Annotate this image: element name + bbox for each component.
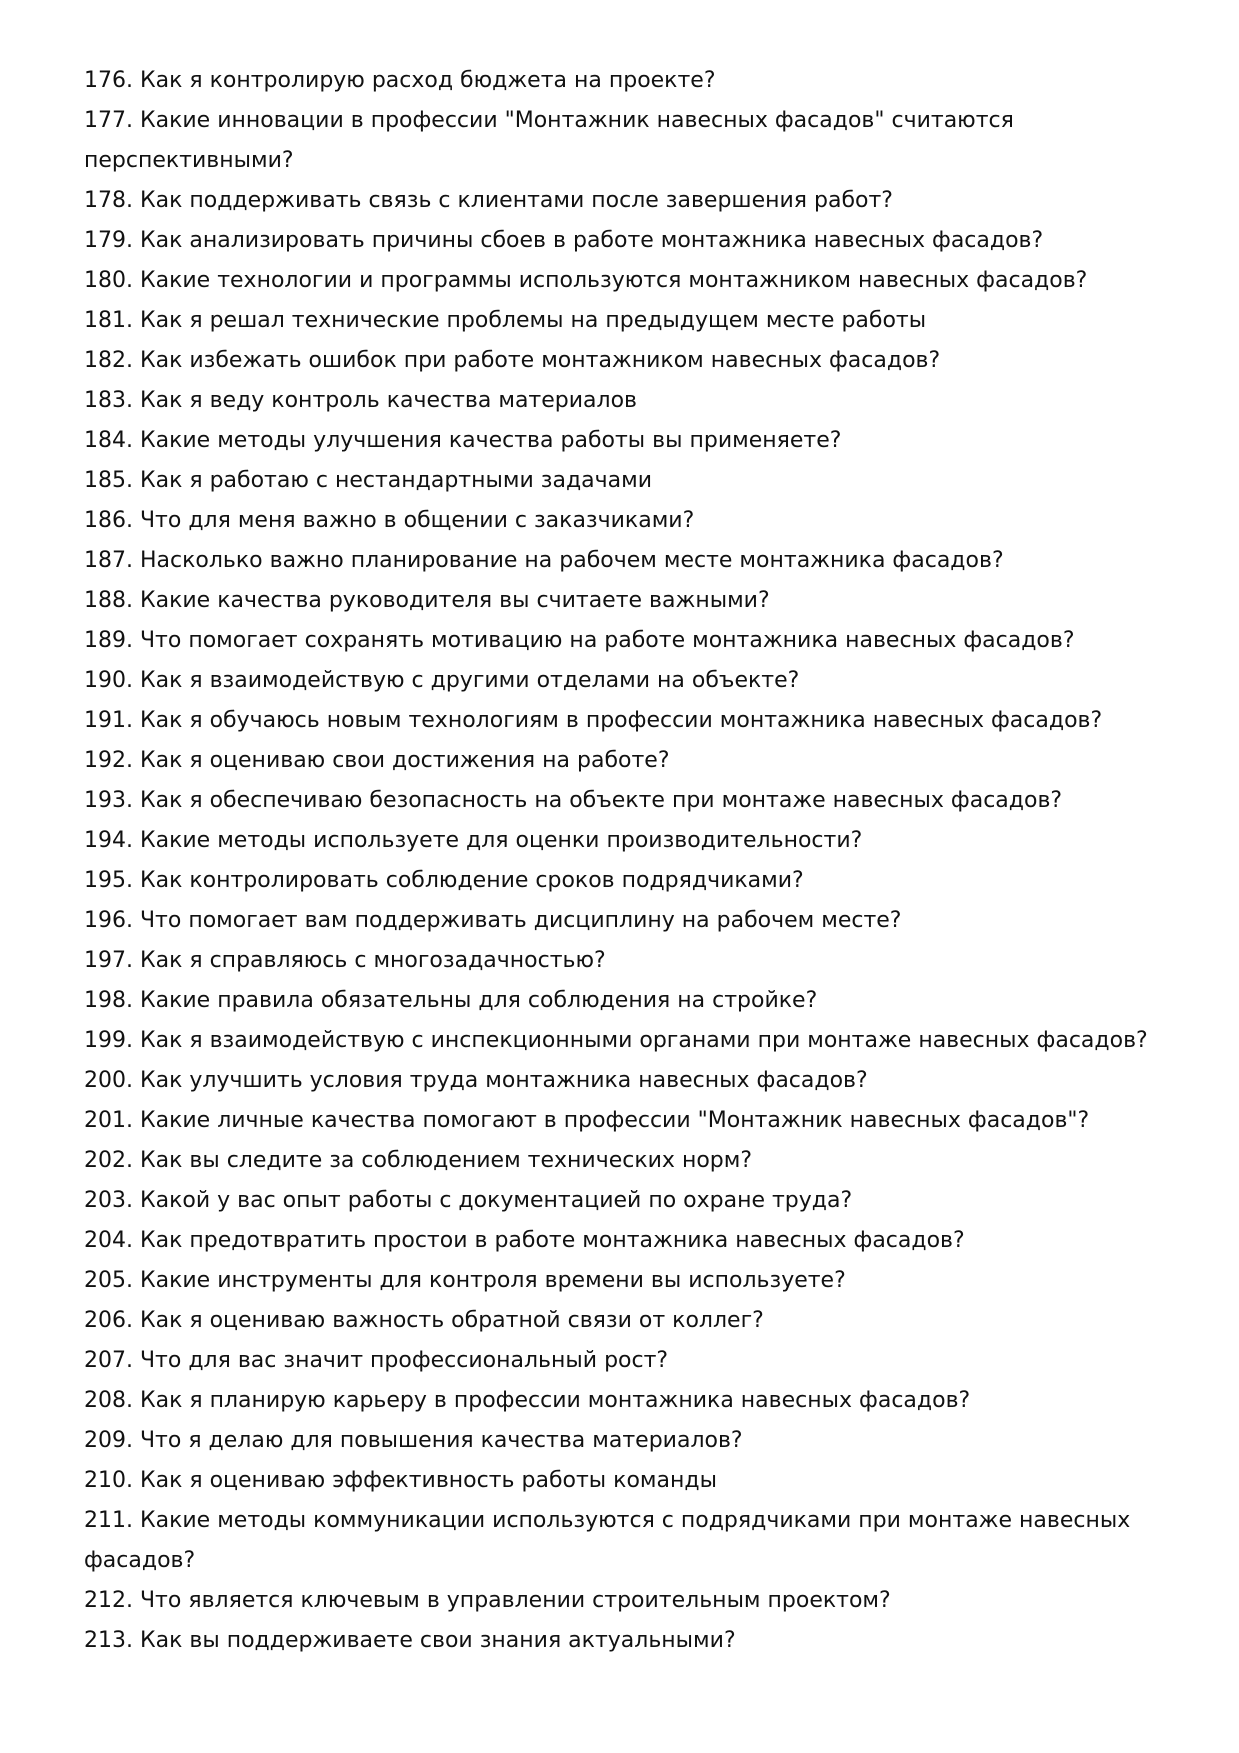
question-item: 204. Как предотвратить простои в работе монтажника навесных фасадов? (84, 1228, 965, 1253)
question-item: 195. Как контролировать соблюдение сроков подрядчиками? (84, 868, 804, 893)
question-item: 207. Что для вас значит профессиональный рост? (84, 1348, 669, 1373)
question-item: 184. Какие методы улучшения качества работы вы применяете? (84, 428, 842, 453)
question-item: 194. Какие методы используете для оценки производительности? (84, 828, 863, 853)
question-item: 202. Как вы следите за соблюдением технических норм? (84, 1148, 753, 1173)
question-item: 197. Как я справляюсь с многозадачностью? (84, 948, 606, 973)
question-list (84, 61, 1164, 1661)
question-item: 192. Как я оцениваю свои достижения на работе? (84, 748, 670, 773)
question-item: 208. Как я планирую карьеру в профессии монтажника навесных фасадов? (84, 1388, 971, 1413)
question-item: 186. Что для меня важно в общении с заказчиками? (84, 508, 695, 533)
question-item: 181. Как я решал технические проблемы на предыдущем месте работы (84, 308, 927, 333)
question-item: 187. Насколько важно планирование на рабочем месте монтажника фасадов? (84, 548, 1004, 573)
question-item: 191. Как я обучаюсь новым технологиям в профессии монтажника навесных фасадов? (84, 708, 1103, 733)
question-item: 203. Какой у вас опыт работы с документацией по охране труда? (84, 1188, 853, 1213)
question-item: 182. Как избежать ошибок при работе монтажником навесных фасадов? (84, 348, 941, 373)
question-item: 190. Как я взаимодействую с другими отделами на объекте? (84, 668, 800, 693)
question-item: 213. Как вы поддерживаете свои знания актуальными? (84, 1628, 736, 1653)
question-item: 179. Как анализировать причины сбоев в работе монтажника навесных фасадов? (84, 228, 1044, 253)
question-item: 199. Как я взаимодействую с инспекционными органами при монтаже навесных фасадов? (84, 1028, 1148, 1053)
question-item: 212. Что является ключевым в управлении строительным проектом? (84, 1588, 891, 1613)
question-item: 178. Как поддерживать связь с клиентами после завершения работ? (84, 188, 893, 213)
question-item: 188. Какие качества руководителя вы считаете важными? (84, 588, 770, 613)
question-item: 176. Как я контролирую расход бюджета на проекте? (84, 68, 716, 93)
question-item: 193. Как я обеспечиваю безопасность на объекте при монтаже навесных фасадов? (84, 788, 1063, 813)
question-item: 210. Как я оцениваю эффективность работы команды (84, 1468, 717, 1493)
question-item: 183. Как я веду контроль качества материалов (84, 388, 638, 413)
question-item: 200. Как улучшить условия труда монтажника навесных фасадов? (84, 1068, 868, 1093)
question-item: 189. Что помогает сохранять мотивацию на работе монтажника навесных фасадов? (84, 628, 1075, 653)
question-item: 209. Что я делаю для повышения качества материалов? (84, 1428, 743, 1453)
question-item: 180. Какие технологии и программы используются монтажником навесных фасадов? (84, 268, 1088, 293)
question-item: 201. Какие личные качества помогают в профессии "Монтажник навесных фасадов"? (84, 1108, 1090, 1133)
question-item: 196. Что помогает вам поддерживать дисциплину на рабочем месте? (84, 908, 902, 933)
question-item: 177. Какие инновации в профессии "Монтажник навесных фасадов" считаются перспективными? (84, 108, 1014, 173)
question-item: 205. Какие инструменты для контроля времени вы используете? (84, 1268, 846, 1293)
question-item: 211. Какие методы коммуникации используются с подрядчиками при монтаже навесных фасадов? (84, 1508, 1131, 1573)
question-item: 185. Как я работаю с нестандартными задачами (84, 468, 653, 493)
question-item: 206. Как я оцениваю важность обратной связи от коллег? (84, 1308, 764, 1333)
question-item: 198. Какие правила обязательны для соблюдения на стройке? (84, 988, 818, 1013)
